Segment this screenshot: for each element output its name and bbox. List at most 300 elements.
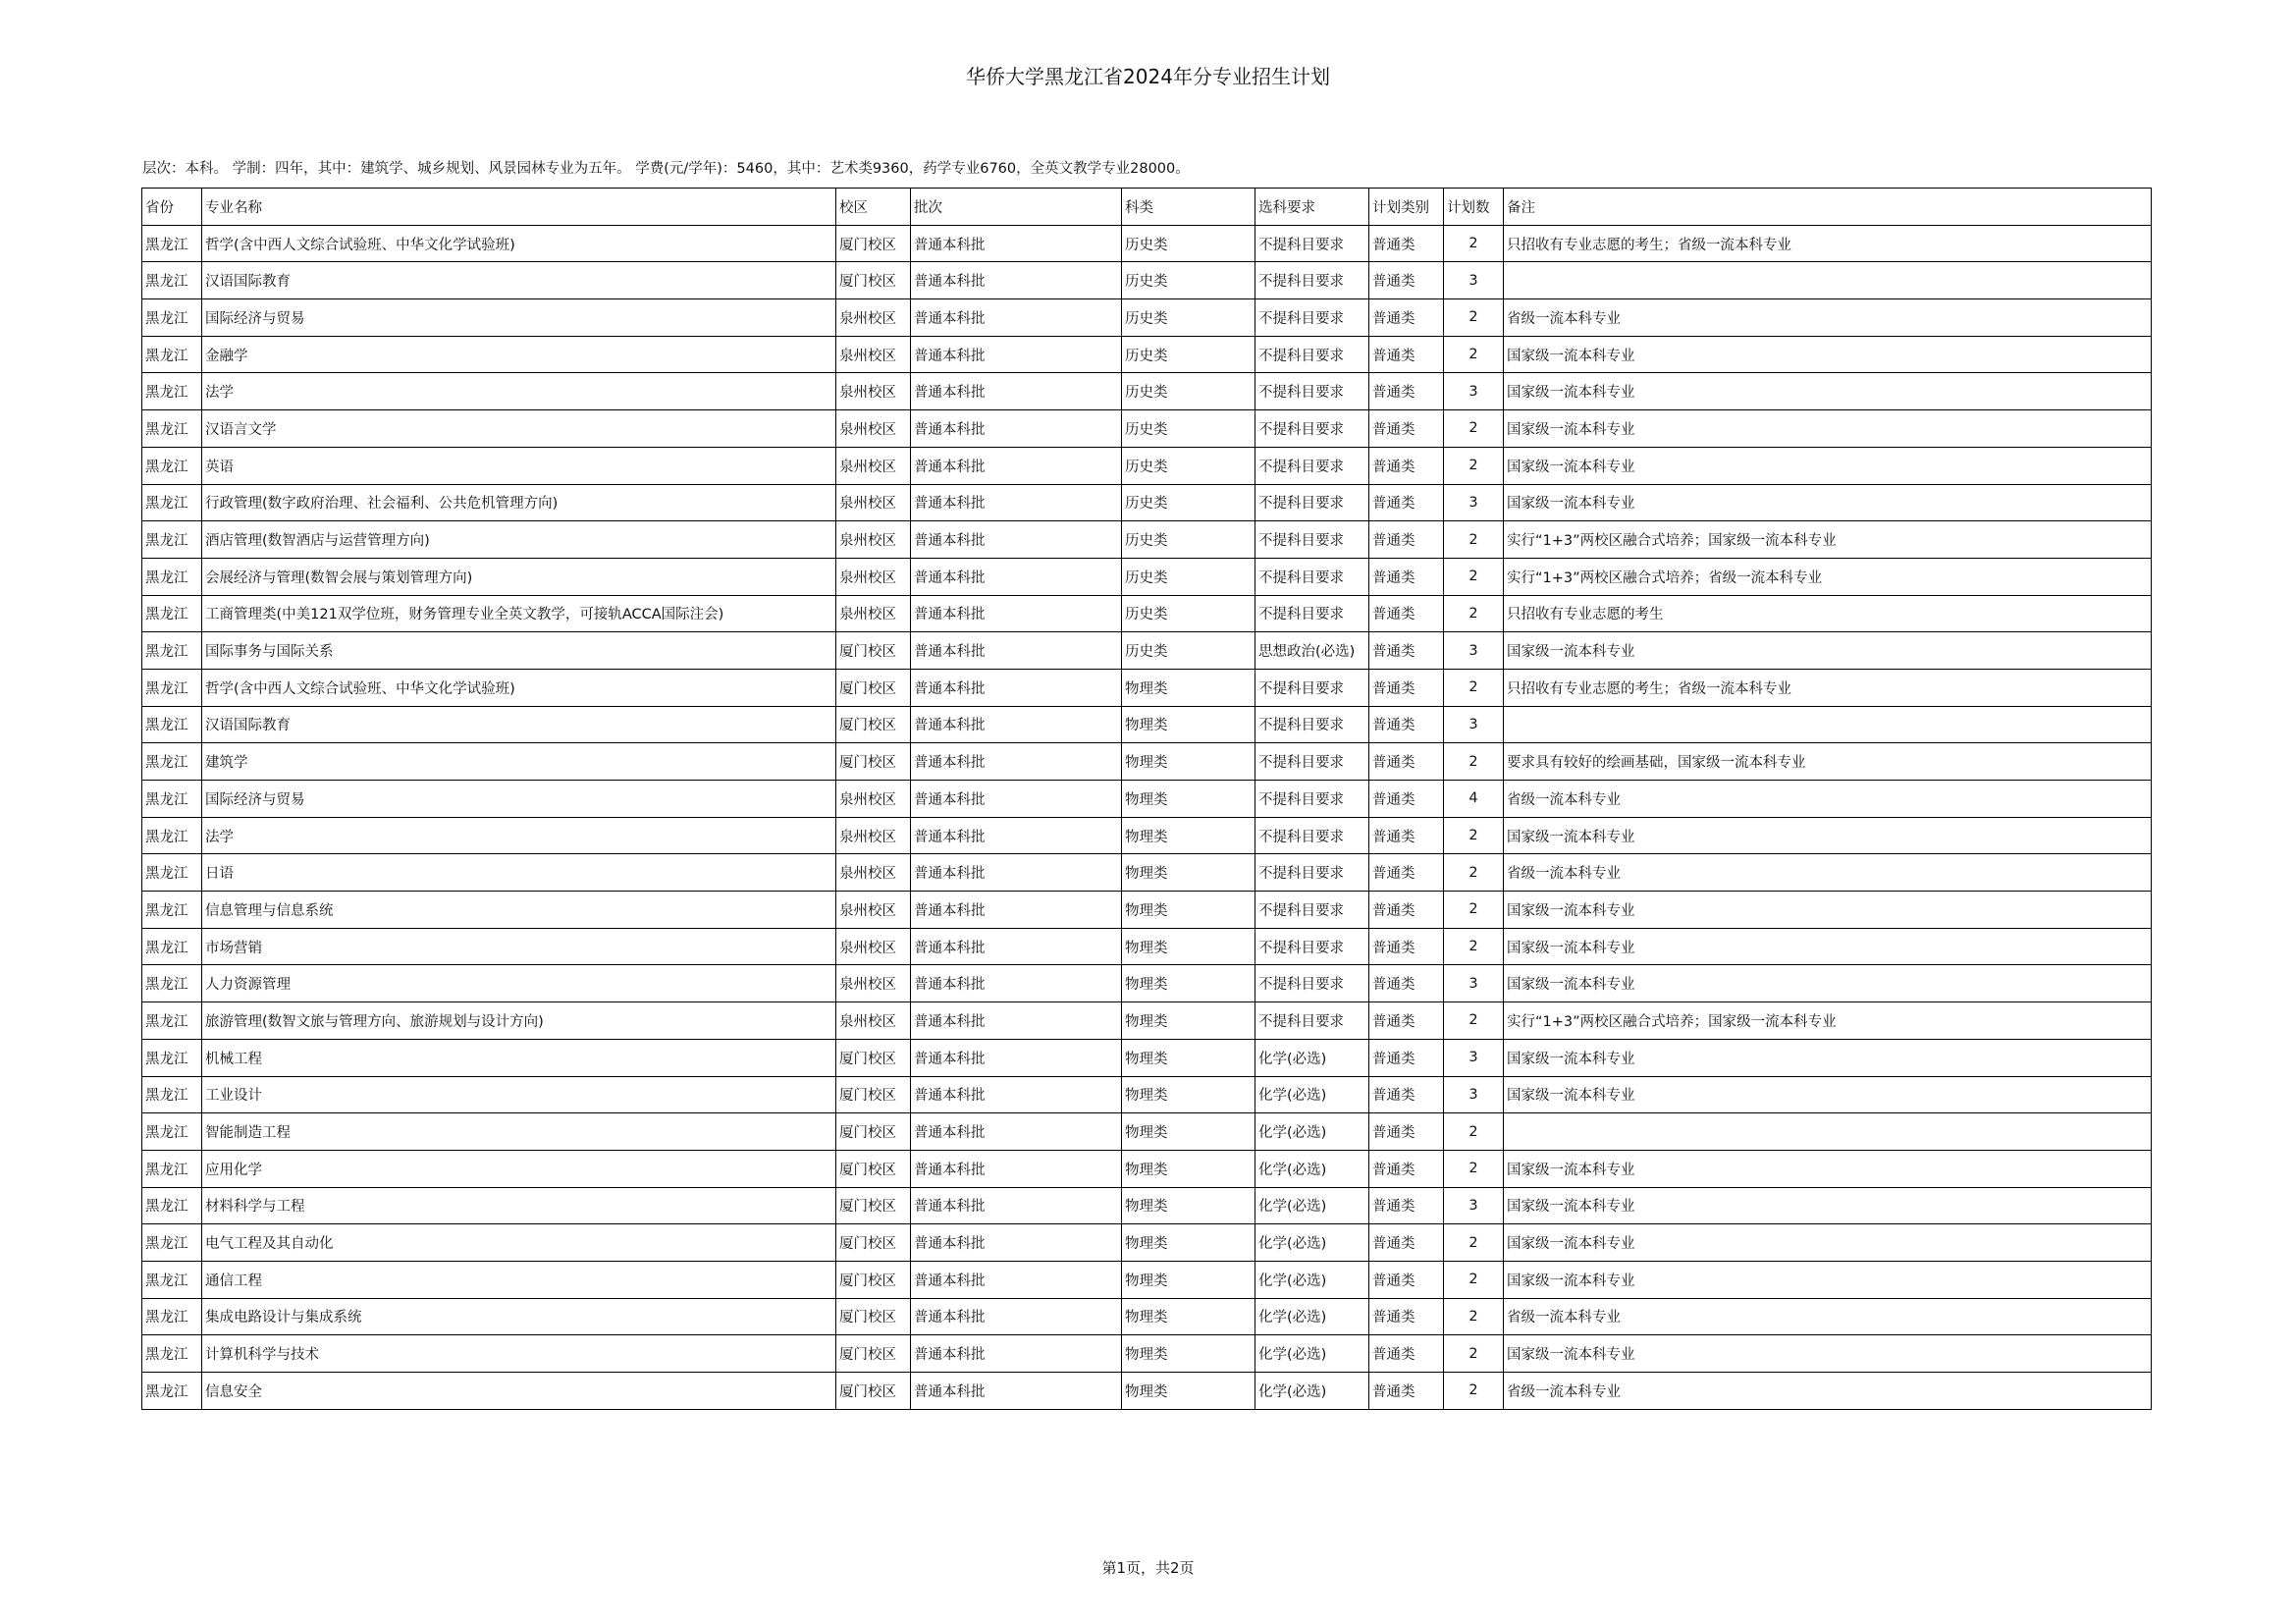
campus-cell: 泉州校区 — [836, 965, 911, 1002]
campus-cell: 泉州校区 — [836, 447, 911, 484]
plan-type-cell: 普通类 — [1369, 484, 1444, 521]
major-cell: 信息安全 — [202, 1373, 836, 1410]
campus-cell: 厦门校区 — [836, 632, 911, 670]
major-cell: 行政管理(数字政府治理、社会福利、公共危机管理方向) — [202, 484, 836, 521]
plan-count-cell: 2 — [1444, 558, 1504, 595]
batch-cell: 普通本科批 — [911, 743, 1122, 781]
remark-cell: 国家级一流本科专业 — [1504, 1150, 2152, 1187]
subject-cell: 物理类 — [1122, 1224, 1255, 1262]
campus-cell: 泉州校区 — [836, 892, 911, 929]
major-cell: 汉语国际教育 — [202, 262, 836, 299]
campus-cell: 泉州校区 — [836, 336, 911, 373]
campus-cell: 泉州校区 — [836, 558, 911, 595]
plan-type-cell: 普通类 — [1369, 225, 1444, 262]
campus-cell: 厦门校区 — [836, 1076, 911, 1113]
batch-cell: 普通本科批 — [911, 706, 1122, 743]
subject-cell: 历史类 — [1122, 521, 1255, 559]
batch-cell: 普通本科批 — [911, 521, 1122, 559]
province-cell: 黑龙江 — [142, 299, 202, 337]
batch-cell: 普通本科批 — [911, 373, 1122, 410]
requirement-cell: 不提科目要求 — [1255, 558, 1369, 595]
plan-count-cell: 4 — [1444, 781, 1504, 818]
requirement-cell: 化学(必选) — [1255, 1298, 1369, 1335]
subject-cell: 物理类 — [1122, 928, 1255, 965]
plan-type-cell: 普通类 — [1369, 1002, 1444, 1040]
subject-cell: 历史类 — [1122, 484, 1255, 521]
subject-cell: 物理类 — [1122, 1373, 1255, 1410]
major-cell: 法学 — [202, 373, 836, 410]
batch-cell: 普通本科批 — [911, 632, 1122, 670]
province-cell: 黑龙江 — [142, 1150, 202, 1187]
province-cell: 黑龙江 — [142, 928, 202, 965]
plan-type-cell: 普通类 — [1369, 1150, 1444, 1187]
major-cell: 信息管理与信息系统 — [202, 892, 836, 929]
subject-cell: 物理类 — [1122, 706, 1255, 743]
campus-cell: 厦门校区 — [836, 1224, 911, 1262]
remark-cell: 国家级一流本科专业 — [1504, 484, 2152, 521]
requirement-cell: 不提科目要求 — [1255, 781, 1369, 818]
remark-cell: 要求具有较好的绘画基础，国家级一流本科专业 — [1504, 743, 2152, 781]
requirement-cell: 不提科目要求 — [1255, 706, 1369, 743]
batch-cell: 普通本科批 — [911, 410, 1122, 448]
requirement-cell: 不提科目要求 — [1255, 299, 1369, 337]
table-row — [142, 965, 2152, 1002]
table-row — [142, 373, 2152, 410]
remark-cell — [1504, 1113, 2152, 1151]
plan-count-cell: 2 — [1444, 854, 1504, 892]
column-header: 计划类别 — [1369, 189, 1444, 226]
table-row — [142, 558, 2152, 595]
requirement-cell: 思想政治(必选) — [1255, 632, 1369, 670]
remark-cell: 国家级一流本科专业 — [1504, 1039, 2152, 1076]
province-cell: 黑龙江 — [142, 336, 202, 373]
major-cell: 法学 — [202, 817, 836, 854]
plan-count-cell: 2 — [1444, 336, 1504, 373]
province-cell: 黑龙江 — [142, 669, 202, 706]
remark-cell — [1504, 262, 2152, 299]
plan-type-cell: 普通类 — [1369, 743, 1444, 781]
subject-cell: 物理类 — [1122, 965, 1255, 1002]
province-cell: 黑龙江 — [142, 1298, 202, 1335]
table-row — [142, 1113, 2152, 1151]
program-info: 层次：本科。 学制：四年，其中：建筑学、城乡规划、风景园林专业为五年。 学费(元/学年)：5460，其中：艺术类9360，药学专业6760，全英文教学专业28000。 — [142, 161, 1190, 177]
table-row — [142, 225, 2152, 262]
requirement-cell: 不提科目要求 — [1255, 669, 1369, 706]
major-cell: 市场营销 — [202, 928, 836, 965]
remark-cell: 省级一流本科专业 — [1504, 781, 2152, 818]
plan-type-cell: 普通类 — [1369, 521, 1444, 559]
campus-cell: 厦门校区 — [836, 262, 911, 299]
plan-count-cell: 2 — [1444, 817, 1504, 854]
requirement-cell: 化学(必选) — [1255, 1076, 1369, 1113]
plan-type-cell: 普通类 — [1369, 669, 1444, 706]
subject-cell: 物理类 — [1122, 854, 1255, 892]
table-row — [142, 1076, 2152, 1113]
province-cell: 黑龙江 — [142, 817, 202, 854]
campus-cell: 泉州校区 — [836, 1002, 911, 1040]
column-header: 备注 — [1504, 189, 2152, 226]
major-cell: 国际事务与国际关系 — [202, 632, 836, 670]
plan-count-cell: 2 — [1444, 521, 1504, 559]
plan-count-cell: 2 — [1444, 595, 1504, 632]
batch-cell: 普通本科批 — [911, 1335, 1122, 1373]
plan-type-cell: 普通类 — [1369, 632, 1444, 670]
campus-cell: 厦门校区 — [836, 706, 911, 743]
batch-cell: 普通本科批 — [911, 892, 1122, 929]
major-cell: 智能制造工程 — [202, 1113, 836, 1151]
requirement-cell: 不提科目要求 — [1255, 965, 1369, 1002]
table-row — [142, 336, 2152, 373]
plan-type-cell: 普通类 — [1369, 410, 1444, 448]
province-cell: 黑龙江 — [142, 262, 202, 299]
column-header: 计划数 — [1444, 189, 1504, 226]
major-cell: 国际经济与贸易 — [202, 781, 836, 818]
campus-cell: 泉州校区 — [836, 781, 911, 818]
plan-type-cell: 普通类 — [1369, 558, 1444, 595]
campus-cell: 厦门校区 — [836, 1373, 911, 1410]
subject-cell: 物理类 — [1122, 817, 1255, 854]
remark-cell: 国家级一流本科专业 — [1504, 632, 2152, 670]
plan-count-cell: 2 — [1444, 1335, 1504, 1373]
table-row — [142, 892, 2152, 929]
plan-type-cell: 普通类 — [1369, 1113, 1444, 1151]
plan-type-cell: 普通类 — [1369, 1076, 1444, 1113]
plan-count-cell: 2 — [1444, 1373, 1504, 1410]
requirement-cell: 化学(必选) — [1255, 1224, 1369, 1262]
major-cell: 酒店管理(数智酒店与运营管理方向) — [202, 521, 836, 559]
plan-count-cell: 2 — [1444, 447, 1504, 484]
subject-cell: 物理类 — [1122, 1187, 1255, 1224]
campus-cell: 泉州校区 — [836, 484, 911, 521]
batch-cell: 普通本科批 — [911, 669, 1122, 706]
table-row — [142, 484, 2152, 521]
plan-count-cell: 2 — [1444, 410, 1504, 448]
campus-cell: 泉州校区 — [836, 854, 911, 892]
province-cell: 黑龙江 — [142, 1076, 202, 1113]
remark-cell: 实行“1+3”两校区融合式培养；省级一流本科专业 — [1504, 558, 2152, 595]
plan-type-cell: 普通类 — [1369, 1335, 1444, 1373]
column-header: 科类 — [1122, 189, 1255, 226]
requirement-cell: 不提科目要求 — [1255, 447, 1369, 484]
plan-count-cell: 2 — [1444, 669, 1504, 706]
plan-type-cell: 普通类 — [1369, 706, 1444, 743]
campus-cell: 厦门校区 — [836, 1298, 911, 1335]
table-row — [142, 1224, 2152, 1262]
requirement-cell: 不提科目要求 — [1255, 225, 1369, 262]
major-cell: 汉语国际教育 — [202, 706, 836, 743]
subject-cell: 物理类 — [1122, 1076, 1255, 1113]
campus-cell: 泉州校区 — [836, 299, 911, 337]
remark-cell: 国家级一流本科专业 — [1504, 1224, 2152, 1262]
plan-type-cell: 普通类 — [1369, 1373, 1444, 1410]
batch-cell: 普通本科批 — [911, 262, 1122, 299]
remark-cell: 国家级一流本科专业 — [1504, 965, 2152, 1002]
remark-cell: 只招收有专业志愿的考生；省级一流本科专业 — [1504, 225, 2152, 262]
province-cell: 黑龙江 — [142, 1335, 202, 1373]
column-header: 校区 — [836, 189, 911, 226]
remark-cell: 国家级一流本科专业 — [1504, 892, 2152, 929]
campus-cell: 泉州校区 — [836, 521, 911, 559]
plan-count-cell: 3 — [1444, 706, 1504, 743]
province-cell: 黑龙江 — [142, 965, 202, 1002]
major-cell: 哲学(含中西人文综合试验班、中华文化学试验班) — [202, 669, 836, 706]
table-row — [142, 521, 2152, 559]
subject-cell: 历史类 — [1122, 299, 1255, 337]
batch-cell: 普通本科批 — [911, 1373, 1122, 1410]
remark-cell: 省级一流本科专业 — [1504, 299, 2152, 337]
requirement-cell: 不提科目要求 — [1255, 336, 1369, 373]
major-cell: 集成电路设计与集成系统 — [202, 1298, 836, 1335]
plan-type-cell: 普通类 — [1369, 1298, 1444, 1335]
table-row — [142, 854, 2152, 892]
remark-cell: 国家级一流本科专业 — [1504, 336, 2152, 373]
batch-cell: 普通本科批 — [911, 558, 1122, 595]
major-cell: 机械工程 — [202, 1039, 836, 1076]
plan-count-cell: 2 — [1444, 1298, 1504, 1335]
subject-cell: 物理类 — [1122, 1335, 1255, 1373]
plan-type-cell: 普通类 — [1369, 595, 1444, 632]
province-cell: 黑龙江 — [142, 1002, 202, 1040]
plan-count-cell: 2 — [1444, 928, 1504, 965]
major-cell: 材料科学与工程 — [202, 1187, 836, 1224]
table-row — [142, 1261, 2152, 1298]
plan-type-cell: 普通类 — [1369, 447, 1444, 484]
province-cell: 黑龙江 — [142, 1113, 202, 1151]
plan-count-cell: 3 — [1444, 965, 1504, 1002]
column-header: 省份 — [142, 189, 202, 226]
major-cell: 日语 — [202, 854, 836, 892]
table-row — [142, 1373, 2152, 1410]
campus-cell: 厦门校区 — [836, 1261, 911, 1298]
plan-count-cell: 2 — [1444, 1113, 1504, 1151]
province-cell: 黑龙江 — [142, 447, 202, 484]
province-cell: 黑龙江 — [142, 1261, 202, 1298]
requirement-cell: 不提科目要求 — [1255, 521, 1369, 559]
subject-cell: 物理类 — [1122, 1150, 1255, 1187]
remark-cell: 省级一流本科专业 — [1504, 1298, 2152, 1335]
batch-cell: 普通本科批 — [911, 225, 1122, 262]
requirement-cell: 化学(必选) — [1255, 1039, 1369, 1076]
batch-cell: 普通本科批 — [911, 336, 1122, 373]
table-row — [142, 928, 2152, 965]
plan-count-cell: 3 — [1444, 373, 1504, 410]
province-cell: 黑龙江 — [142, 558, 202, 595]
remark-cell: 国家级一流本科专业 — [1504, 447, 2152, 484]
plan-count-cell: 2 — [1444, 743, 1504, 781]
subject-cell: 历史类 — [1122, 632, 1255, 670]
subject-cell: 物理类 — [1122, 1039, 1255, 1076]
batch-cell: 普通本科批 — [911, 1076, 1122, 1113]
plan-type-cell: 普通类 — [1369, 1224, 1444, 1262]
batch-cell: 普通本科批 — [911, 1002, 1122, 1040]
requirement-cell: 化学(必选) — [1255, 1150, 1369, 1187]
subject-cell: 物理类 — [1122, 781, 1255, 818]
requirement-cell: 不提科目要求 — [1255, 262, 1369, 299]
requirement-cell: 不提科目要求 — [1255, 892, 1369, 929]
subject-cell: 历史类 — [1122, 262, 1255, 299]
province-cell: 黑龙江 — [142, 1224, 202, 1262]
plan-count-cell: 2 — [1444, 299, 1504, 337]
remark-cell: 实行“1+3”两校区融合式培养；国家级一流本科专业 — [1504, 521, 2152, 559]
plan-count-cell: 2 — [1444, 1002, 1504, 1040]
batch-cell: 普通本科批 — [911, 1113, 1122, 1151]
major-cell: 应用化学 — [202, 1150, 836, 1187]
plan-type-cell: 普通类 — [1369, 262, 1444, 299]
province-cell: 黑龙江 — [142, 595, 202, 632]
plan-count-cell: 3 — [1444, 1187, 1504, 1224]
remark-cell — [1504, 706, 2152, 743]
subject-cell: 历史类 — [1122, 225, 1255, 262]
major-cell: 工业设计 — [202, 1076, 836, 1113]
table-row — [142, 781, 2152, 818]
plan-type-cell: 普通类 — [1369, 965, 1444, 1002]
province-cell: 黑龙江 — [142, 706, 202, 743]
campus-cell: 泉州校区 — [836, 928, 911, 965]
province-cell: 黑龙江 — [142, 743, 202, 781]
remark-cell: 国家级一流本科专业 — [1504, 373, 2152, 410]
table-row — [142, 1002, 2152, 1040]
table-row — [142, 669, 2152, 706]
province-cell: 黑龙江 — [142, 484, 202, 521]
remark-cell: 国家级一流本科专业 — [1504, 1187, 2152, 1224]
column-header: 选科要求 — [1255, 189, 1369, 226]
table-row — [142, 817, 2152, 854]
subject-cell: 物理类 — [1122, 743, 1255, 781]
major-cell: 金融学 — [202, 336, 836, 373]
campus-cell: 厦门校区 — [836, 225, 911, 262]
plan-type-cell: 普通类 — [1369, 1039, 1444, 1076]
province-cell: 黑龙江 — [142, 892, 202, 929]
batch-cell: 普通本科批 — [911, 447, 1122, 484]
table-row — [142, 262, 2152, 299]
plan-type-cell: 普通类 — [1369, 299, 1444, 337]
province-cell: 黑龙江 — [142, 521, 202, 559]
batch-cell: 普通本科批 — [911, 781, 1122, 818]
requirement-cell: 不提科目要求 — [1255, 928, 1369, 965]
requirement-cell: 不提科目要求 — [1255, 595, 1369, 632]
batch-cell: 普通本科批 — [911, 817, 1122, 854]
remark-cell: 实行“1+3”两校区融合式培养；国家级一流本科专业 — [1504, 1002, 2152, 1040]
batch-cell: 普通本科批 — [911, 1298, 1122, 1335]
remark-cell: 省级一流本科专业 — [1504, 1373, 2152, 1410]
table-row — [142, 1187, 2152, 1224]
remark-cell: 国家级一流本科专业 — [1504, 410, 2152, 448]
plan-type-cell: 普通类 — [1369, 928, 1444, 965]
requirement-cell: 不提科目要求 — [1255, 1002, 1369, 1040]
major-cell: 建筑学 — [202, 743, 836, 781]
major-cell: 国际经济与贸易 — [202, 299, 836, 337]
campus-cell: 厦门校区 — [836, 669, 911, 706]
major-cell: 会展经济与管理(数智会展与策划管理方向) — [202, 558, 836, 595]
remark-cell: 国家级一流本科专业 — [1504, 1261, 2152, 1298]
enrollment-plan-table — [141, 188, 2152, 1410]
plan-count-cell: 2 — [1444, 225, 1504, 262]
subject-cell: 物理类 — [1122, 1261, 1255, 1298]
table-row — [142, 743, 2152, 781]
batch-cell: 普通本科批 — [911, 595, 1122, 632]
campus-cell: 泉州校区 — [836, 817, 911, 854]
major-cell: 旅游管理(数智文旅与管理方向、旅游规划与设计方向) — [202, 1002, 836, 1040]
plan-type-cell: 普通类 — [1369, 336, 1444, 373]
subject-cell: 物理类 — [1122, 1113, 1255, 1151]
province-cell: 黑龙江 — [142, 1187, 202, 1224]
subject-cell: 历史类 — [1122, 336, 1255, 373]
requirement-cell: 化学(必选) — [1255, 1335, 1369, 1373]
province-cell: 黑龙江 — [142, 373, 202, 410]
plan-type-cell: 普通类 — [1369, 854, 1444, 892]
remark-cell: 只招收有专业志愿的考生 — [1504, 595, 2152, 632]
major-cell: 工商管理类(中美121双学位班，财务管理专业全英文教学，可接轨ACCA国际注会) — [202, 595, 836, 632]
plan-count-cell: 3 — [1444, 484, 1504, 521]
plan-count-cell: 3 — [1444, 1039, 1504, 1076]
plan-count-cell: 2 — [1444, 1224, 1504, 1262]
subject-cell: 物理类 — [1122, 1298, 1255, 1335]
plan-type-cell: 普通类 — [1369, 373, 1444, 410]
column-header: 专业名称 — [202, 189, 836, 226]
major-cell: 计算机科学与技术 — [202, 1335, 836, 1373]
requirement-cell: 化学(必选) — [1255, 1113, 1369, 1151]
major-cell: 英语 — [202, 447, 836, 484]
campus-cell: 厦门校区 — [836, 1113, 911, 1151]
requirement-cell: 不提科目要求 — [1255, 854, 1369, 892]
province-cell: 黑龙江 — [142, 854, 202, 892]
column-header: 批次 — [911, 189, 1122, 226]
plan-count-cell: 2 — [1444, 892, 1504, 929]
plan-type-cell: 普通类 — [1369, 1261, 1444, 1298]
major-cell: 电气工程及其自动化 — [202, 1224, 836, 1262]
subject-cell: 历史类 — [1122, 410, 1255, 448]
major-cell: 汉语言文学 — [202, 410, 836, 448]
major-cell: 通信工程 — [202, 1261, 836, 1298]
table-row — [142, 1298, 2152, 1335]
requirement-cell: 化学(必选) — [1255, 1261, 1369, 1298]
requirement-cell: 化学(必选) — [1255, 1373, 1369, 1410]
requirement-cell: 不提科目要求 — [1255, 484, 1369, 521]
province-cell: 黑龙江 — [142, 410, 202, 448]
campus-cell: 泉州校区 — [836, 373, 911, 410]
batch-cell: 普通本科批 — [911, 484, 1122, 521]
table-row — [142, 1335, 2152, 1373]
header-row — [142, 189, 2152, 226]
campus-cell: 厦门校区 — [836, 1150, 911, 1187]
remark-cell: 国家级一流本科专业 — [1504, 817, 2152, 854]
subject-cell: 物理类 — [1122, 892, 1255, 929]
requirement-cell: 不提科目要求 — [1255, 410, 1369, 448]
requirement-cell: 不提科目要求 — [1255, 373, 1369, 410]
batch-cell: 普通本科批 — [911, 1150, 1122, 1187]
subject-cell: 历史类 — [1122, 595, 1255, 632]
batch-cell: 普通本科批 — [911, 1039, 1122, 1076]
table-row — [142, 632, 2152, 670]
remark-cell: 国家级一流本科专业 — [1504, 928, 2152, 965]
province-cell: 黑龙江 — [142, 781, 202, 818]
table-row — [142, 1150, 2152, 1187]
campus-cell: 泉州校区 — [836, 410, 911, 448]
remark-cell: 省级一流本科专业 — [1504, 854, 2152, 892]
table-row — [142, 410, 2152, 448]
major-cell: 人力资源管理 — [202, 965, 836, 1002]
batch-cell: 普通本科批 — [911, 965, 1122, 1002]
plan-type-cell: 普通类 — [1369, 892, 1444, 929]
plan-type-cell: 普通类 — [1369, 817, 1444, 854]
batch-cell: 普通本科批 — [911, 928, 1122, 965]
campus-cell: 厦门校区 — [836, 743, 911, 781]
plan-count-cell: 3 — [1444, 1076, 1504, 1113]
batch-cell: 普通本科批 — [911, 854, 1122, 892]
province-cell: 黑龙江 — [142, 1373, 202, 1410]
page-number: 第1页，共2页 — [1101, 1559, 1195, 1577]
plan-count-cell: 3 — [1444, 262, 1504, 299]
